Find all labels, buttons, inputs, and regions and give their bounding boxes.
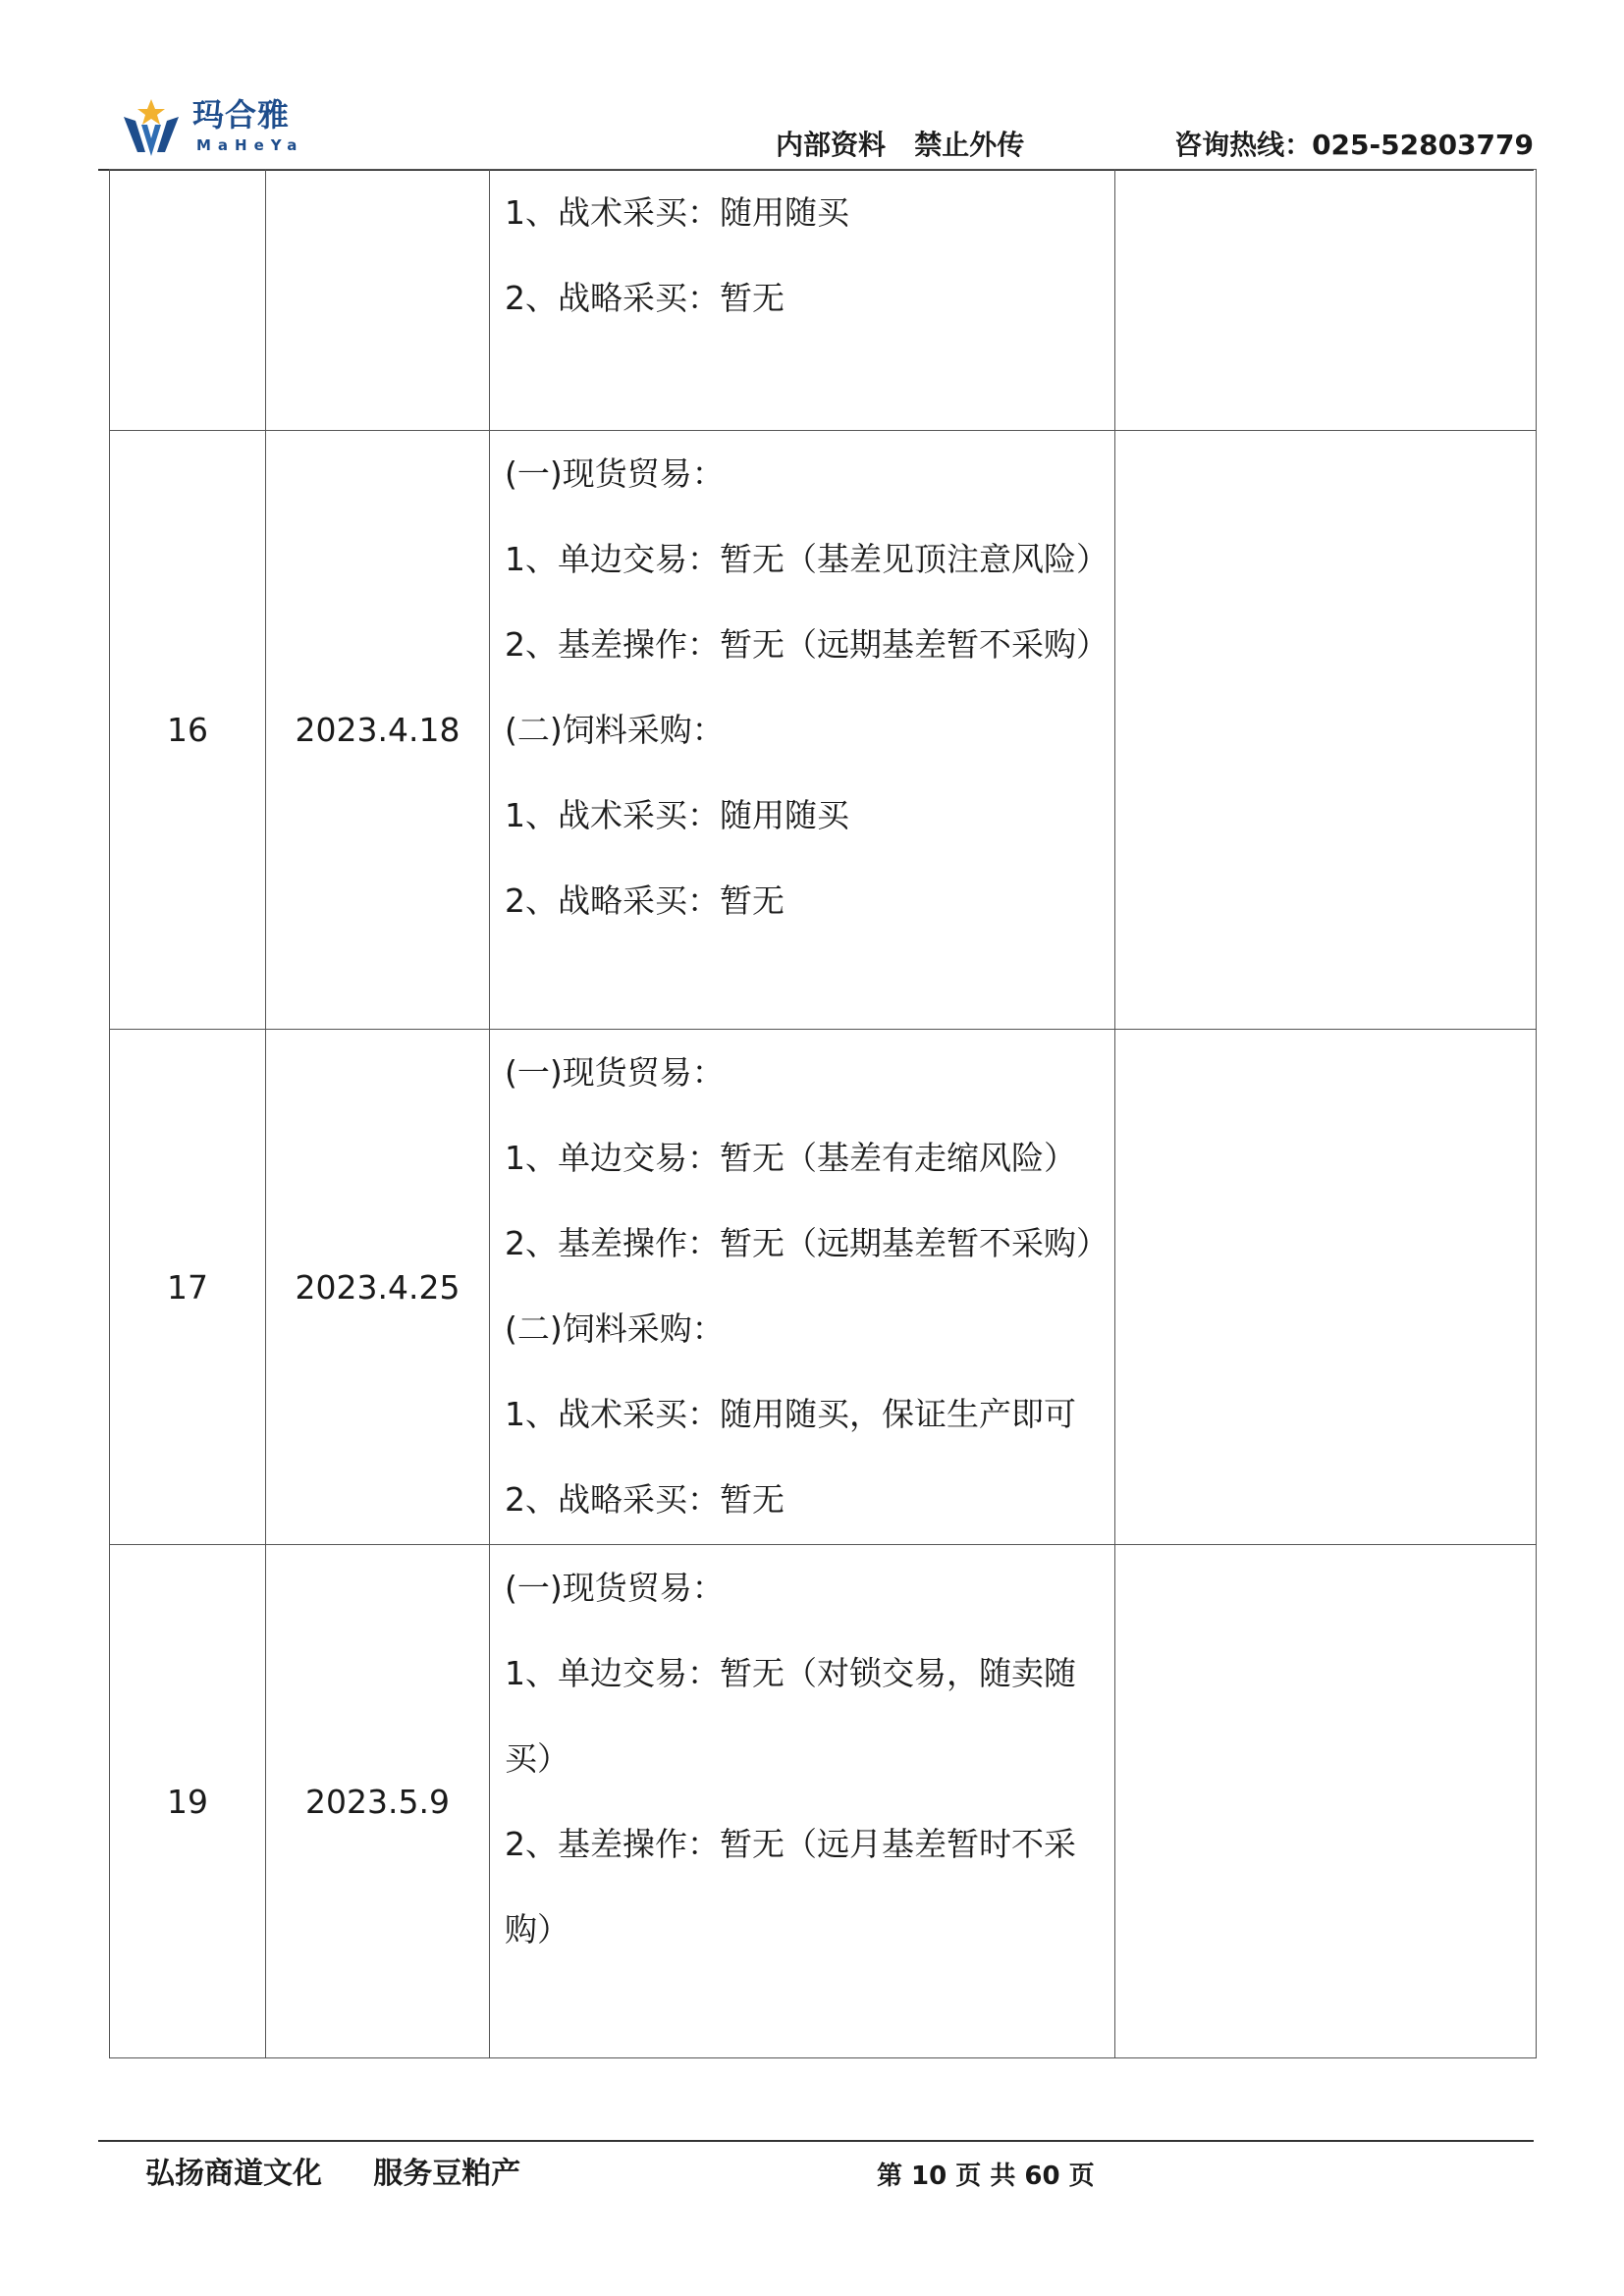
footer-slogan: 弘扬商道文化 服务豆粕产	[145, 2157, 521, 2191]
content-line: 2、战略采买：暂无	[505, 1480, 785, 1519]
content-line: 2、基差操作：暂无（远期基差暂不采购）	[505, 1224, 1109, 1262]
row-number	[110, 170, 266, 431]
row-date	[266, 170, 490, 431]
row-content	[490, 170, 1115, 431]
table-row	[110, 170, 1537, 431]
row-date: 2023.4.18	[266, 431, 490, 1030]
content-line: 1、战术采买：随用随买	[505, 796, 849, 834]
logo-english: MaHeYa	[196, 136, 304, 154]
table-row	[110, 431, 1537, 1030]
row-date: 2023.4.25	[266, 1030, 490, 1545]
row-content	[490, 431, 1115, 1030]
company-logo	[116, 93, 302, 164]
row-date: 2023.5.9	[266, 1545, 490, 2058]
page-header	[0, 0, 1624, 172]
content-line: 买）	[505, 1739, 569, 1778]
content-line: 2、战略采买：暂无	[505, 279, 785, 317]
content-line: (一)现货贸易：	[505, 1053, 725, 1092]
content-line: 2、基差操作：暂无（远月基差暂时不采	[505, 1825, 1076, 1863]
content-line: 1、单边交易：暂无（基差见顶注意风险）	[505, 540, 1109, 578]
footer-divider	[98, 2140, 1534, 2142]
content-line: 1、战术采买：随用随买，保证生产即可	[505, 1395, 1076, 1433]
logo-name: 玛合雅	[192, 96, 291, 133]
internal-notice: 内部资料 禁止外传	[776, 129, 1025, 161]
hotline: 咨询热线：025-52803779	[1174, 129, 1534, 161]
row-number: 17	[110, 1030, 266, 1545]
content-line: 1、单边交易：暂无（对锁交易，随卖随	[505, 1654, 1076, 1692]
logo-emblem-icon	[116, 95, 187, 162]
strategy-table	[109, 169, 1537, 2058]
table-row	[110, 1545, 1537, 2058]
content-line: (二)饲料采购：	[505, 1309, 725, 1348]
row-number: 16	[110, 431, 266, 1030]
content-line: 1、单边交易：暂无（基差有走缩风险）	[505, 1139, 1076, 1177]
row-number: 19	[110, 1545, 266, 2058]
row-remark	[1115, 1545, 1537, 2058]
row-content	[490, 1545, 1115, 2058]
row-remark	[1115, 1030, 1537, 1545]
content-line: 2、战略采买：暂无	[505, 881, 785, 920]
content-line: 2、基差操作：暂无（远期基差暂不采购）	[505, 625, 1109, 664]
content-line: (二)饲料采购：	[505, 711, 725, 749]
page-number: 第 10 页 共 60 页	[877, 2162, 1095, 2191]
table-row	[110, 1030, 1537, 1545]
content-line: 1、战术采买：随用随买	[505, 193, 849, 232]
content-line: 购）	[505, 1910, 569, 1949]
content-line: (一)现货贸易：	[505, 1569, 725, 1607]
row-remark	[1115, 431, 1537, 1030]
row-remark	[1115, 170, 1537, 431]
content-line: (一)现货贸易：	[505, 454, 725, 493]
row-content	[490, 1030, 1115, 1545]
